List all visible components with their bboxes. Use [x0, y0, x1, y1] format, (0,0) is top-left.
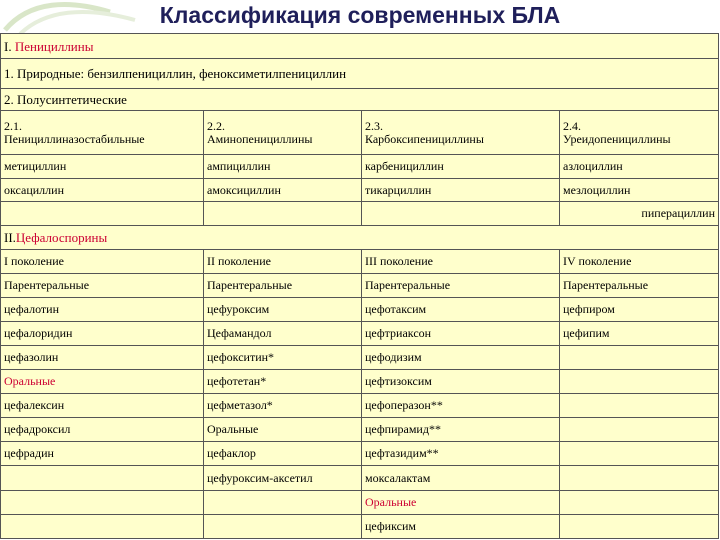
table-cell: Парентеральные [204, 274, 362, 298]
cephalosporins-section-row [1, 226, 719, 250]
table-cell: карбенициллин [362, 155, 560, 179]
table-cell: оксациллин [1, 179, 204, 202]
table-cell [1, 466, 204, 491]
table-cell: цефокситин* [204, 346, 362, 370]
table-cell [362, 202, 560, 226]
penicillins-heading [1, 34, 719, 59]
classification-table [0, 33, 719, 539]
table-cell: цефотаксим [362, 298, 560, 322]
penicillin-groups-row [1, 111, 719, 155]
section-label: Пенициллины [14, 38, 94, 54]
penicillins-section-row [1, 34, 719, 59]
table-cell: цефпирамид** [362, 418, 560, 442]
table-cell [204, 515, 362, 539]
table-cell: азлоциллин [560, 155, 719, 179]
table-cell: цефиксим [362, 515, 560, 539]
table-cell [560, 515, 719, 539]
semisynthetic-label: 2. Полусинтетические [1, 89, 719, 111]
cephalosporins-heading [1, 226, 719, 250]
group-cell: 2.3. Карбоксипенициллины [362, 111, 560, 155]
table-row [1, 346, 719, 370]
table-row [1, 442, 719, 466]
table-cell [1, 202, 204, 226]
table-cell: тикарциллин [362, 179, 560, 202]
section-number: II. [4, 230, 16, 245]
table-cell [204, 202, 362, 226]
table-cell: цефазолин [1, 346, 204, 370]
table-cell: цефалексин [1, 394, 204, 418]
table-row [1, 370, 719, 394]
table-cell: метициллин [1, 155, 204, 179]
table-cell: Оральные [1, 370, 204, 394]
table-cell [560, 466, 719, 491]
table-cell: цефадроксил [1, 418, 204, 442]
table-cell: цефтизоксим [362, 370, 560, 394]
table-cell: моксалактам [362, 466, 560, 491]
section-label: Цефалоспорины [15, 230, 108, 245]
generations-row [1, 250, 719, 274]
table-cell: Цефамандол [204, 322, 362, 346]
table-cell [1, 515, 204, 539]
table-cell [560, 418, 719, 442]
table-cell: цефаклор [204, 442, 362, 466]
table-cell: цефтазидим** [362, 442, 560, 466]
page-title: Классификация современных БЛА [159, 2, 561, 28]
table-cell: цефпиром [560, 298, 719, 322]
table-cell: пиперациллин [560, 202, 719, 226]
table-cell: Парентеральные [362, 274, 560, 298]
table-cell: цефалоридин [1, 322, 204, 346]
group-cell: 2.2. Аминопенициллины [204, 111, 362, 155]
table-cell [560, 442, 719, 466]
table-cell: цефотетан* [204, 370, 362, 394]
table-row [1, 274, 719, 298]
table-cell: цефуроксим [204, 298, 362, 322]
table-cell: цефтриаксон [362, 322, 560, 346]
table-row [1, 466, 719, 491]
table-cell: цефодизим [362, 346, 560, 370]
natural-list: : бензилпенициллин, феноксиметилпенициллин [80, 66, 347, 81]
table-cell [560, 346, 719, 370]
natural-label: 1. Природные [4, 66, 81, 81]
table-cell: цефипим [560, 322, 719, 346]
table-cell [204, 491, 362, 515]
semisynthetic-row [1, 89, 719, 111]
table-cell [560, 370, 719, 394]
group-cell: 2.4. Уреидопенициллины [560, 111, 719, 155]
table-cell: цефметазол* [204, 394, 362, 418]
table-cell [1, 491, 204, 515]
generation-header: II поколение [204, 250, 362, 274]
group-cell: 2.1. Пенициллиназостабильные [1, 111, 204, 155]
table-cell: Парентеральные [1, 274, 204, 298]
table-cell: цефуроксим-аксетил [204, 466, 362, 491]
table-cell [560, 491, 719, 515]
table-row [1, 322, 719, 346]
table-row [1, 515, 719, 539]
generation-header: I поколение [1, 250, 204, 274]
table-row [1, 491, 719, 515]
table-cell: цефоперазон** [362, 394, 560, 418]
table-cell: Оральные [204, 418, 362, 442]
table-row [1, 298, 719, 322]
table-cell [560, 394, 719, 418]
table-cell: мезлоциллин [560, 179, 719, 202]
table-cell: цефалотин [1, 298, 204, 322]
table-cell: Парентеральные [560, 274, 719, 298]
table-cell: ампициллин [204, 155, 362, 179]
table-row [1, 394, 719, 418]
table-cell: амоксициллин [204, 179, 362, 202]
section-number: I. [4, 38, 12, 54]
natural-row [1, 59, 719, 89]
natural-penicillins [1, 59, 719, 89]
table-row [1, 418, 719, 442]
generation-header: III поколение [362, 250, 560, 274]
table-cell: Оральные [362, 491, 560, 515]
table-cell: цефрадин [1, 442, 204, 466]
table-row [1, 202, 719, 226]
generation-header: IV поколение [560, 250, 719, 274]
table-row [1, 179, 719, 202]
table-row [1, 155, 719, 179]
